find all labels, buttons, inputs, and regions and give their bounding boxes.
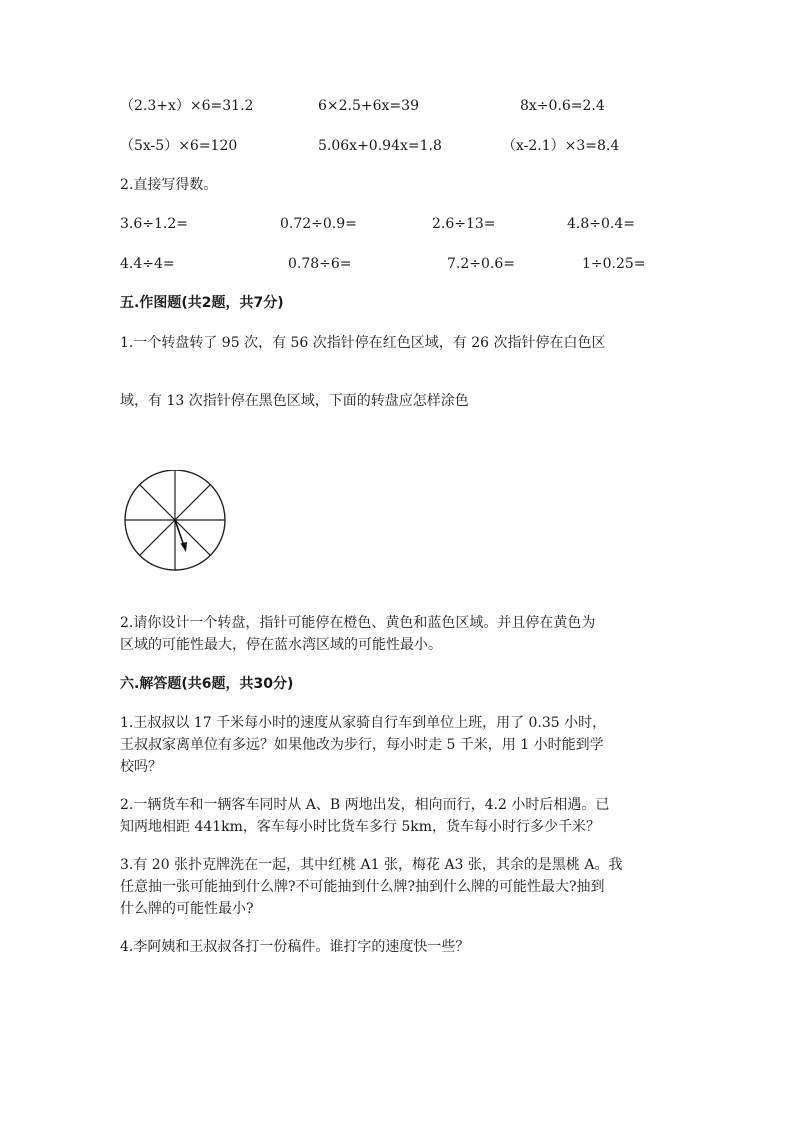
calc-item: 3.6÷1.2= [120, 216, 188, 232]
equation-1: （2.3+x）×6=31.2 [120, 98, 254, 114]
question-text: 4.李阿姨和王叔叔各打一份稿件。谁打字的速度快一些？ [120, 939, 470, 955]
spinner-pointer-arrow-icon [181, 542, 188, 552]
calc-item: 0.72÷0.9= [280, 216, 357, 232]
question-text: 2.一辆货车和一辆客车同时从 A、B 两地出发，相向而行，4.2 小时后相遇。已 知两地相距 441km，客车每小时比货车多行 5km，货车每小时行多少千米？ [120, 797, 610, 835]
question-text: 1.一个转盘转了 95 次，有 56 次指针停在红色区域，有 26 次指针停在白色区 [120, 335, 606, 351]
spinner-diagram [120, 470, 230, 580]
question-text: 1.王叔叔以 17 千米每小时的速度从家骑自行车到单位上班，用了 0.35 小时， 王叔叔家离单位有多远？如果他改为步行，每小时走 5 千米，用 1 小时能到学 校吗？ [120, 715, 607, 775]
question-title: 2.直接写得数。 [120, 177, 218, 193]
equation-3: 8x÷0.6=2.4 [520, 98, 605, 114]
calc-item: 1÷0.25= [582, 256, 646, 272]
question-text: 3.有 20 张扑克牌洗在一起，其中红桃 A1 张，梅花 A3 张，其余的是黑桃 A。我 任意抽一张可能抽到什么牌?不可能抽到什么牌?抽到什么牌的可能性最大?抽到 什么牌的可能性最小? [120, 857, 623, 917]
calc-item: 7.2÷0.6= [447, 256, 515, 272]
section-title: 五.作图题(共2题，共7分) [120, 295, 284, 311]
equation-2: 6×2.5+6x=39 [318, 98, 419, 114]
calc-item: 0.78÷6= [288, 256, 352, 272]
question-text: 2.请你设计一个转盘，指针可能停在橙色、黄色和蓝色区域。并且停在黄色为 区域的可能性最大，停在蓝水湾区域的可能性最小。 [120, 615, 596, 653]
question-text: 域，有 13 次指针停在黑色区域，下面的转盘应怎样涂色 [120, 393, 469, 409]
calc-item: 4.8÷0.4= [567, 216, 635, 232]
section-title: 六.解答题(共6题，共30分) [120, 676, 294, 692]
calc-item: 4.4÷4= [120, 256, 175, 272]
equation-5: 5.06x+0.94x=1.8 [318, 138, 442, 154]
equation-6: （x-2.1）×3=8.4 [502, 138, 620, 154]
calc-item: 2.6÷13= [432, 216, 496, 232]
equation-4: （5x-5）×6=120 [120, 138, 238, 154]
